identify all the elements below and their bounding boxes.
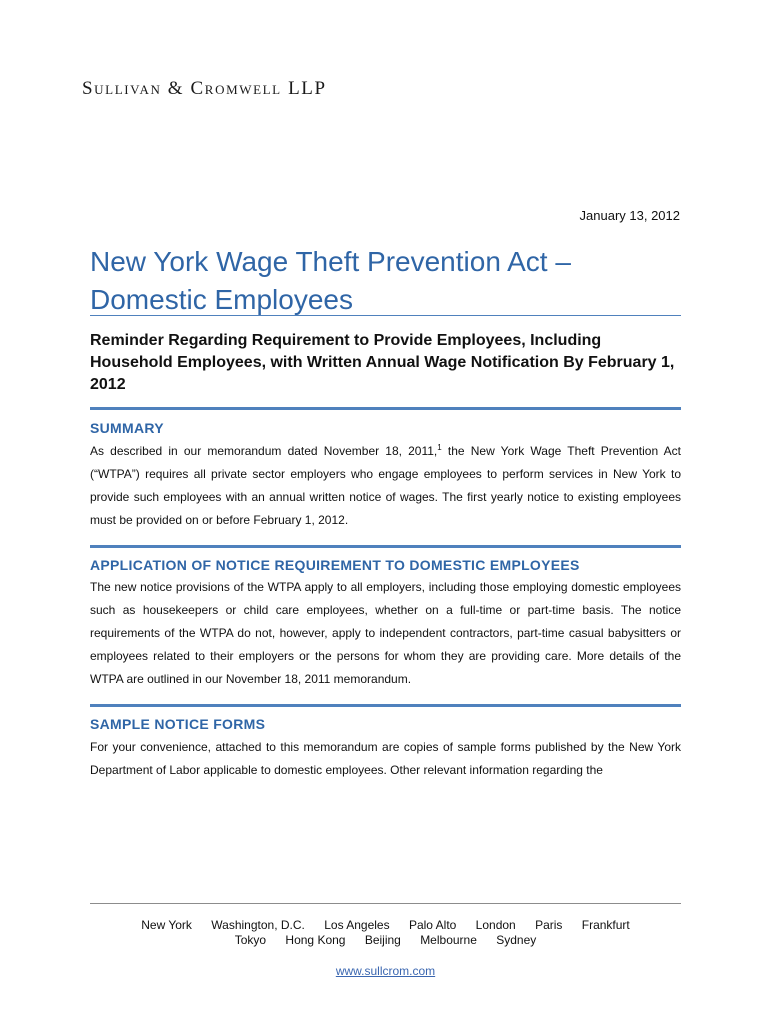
office-list-row-2 bbox=[90, 933, 681, 947]
memo-title: New York Wage Theft Prevention Act – Domestic Employees bbox=[90, 246, 571, 315]
memo-date: January 13, 2012 bbox=[579, 208, 680, 223]
section-divider bbox=[90, 407, 681, 410]
section-divider bbox=[90, 704, 681, 707]
section-sample-forms bbox=[90, 716, 681, 782]
memo-subtitle: Reminder Regarding Requirement to Provide Employees, Including Household Employees, with Written Annual Wage Notification By February 1, 2012 bbox=[90, 332, 675, 393]
office-location: Tokyo bbox=[234, 933, 267, 947]
body-text: the New York Wage Theft Prevention Act (“WTPA”) requires all private sector employers who engage employees to perform services in New York to provide such employees with an annual written notice of wages. The first yearly notice to existing employees must be provided on or before February 1, 2012. bbox=[90, 444, 681, 527]
section-heading: SUMMARY bbox=[90, 420, 164, 436]
office-location: Paris bbox=[535, 918, 563, 932]
office-location: New York bbox=[141, 918, 192, 932]
section-body: The new notice provisions of the WTPA apply to all employers, including those employing domestic employees such as housekeepers or child care employees, whether on a full-time or part-time basis. The notice requirements of the WTPA do not, however, apply to independent contractors, part-time casual babysitters or employees related to their employers or the persons for whom they are providing care. More details of the WTPA are outlined in our November 18, 2011 memorandum. bbox=[90, 580, 681, 686]
section-heading: APPLICATION OF NOTICE REQUIREMENT TO DOMESTIC EMPLOYEES bbox=[90, 557, 580, 573]
office-location: Sydney bbox=[496, 933, 537, 947]
section-heading: SAMPLE NOTICE FORMS bbox=[90, 716, 266, 732]
footnote-ref[interactable]: 1 bbox=[437, 443, 442, 452]
section-divider bbox=[90, 545, 681, 548]
office-location: Beijing bbox=[364, 933, 401, 947]
section-summary bbox=[90, 420, 681, 532]
website-link[interactable]: www.sullcrom.com bbox=[335, 964, 436, 978]
section-body: For your convenience, attached to this memorandum are copies of sample forms published by the New York Department of Labor applicable to domestic employees. Other relevant information regarding the bbox=[90, 740, 681, 777]
office-location: Frankfurt bbox=[581, 918, 630, 932]
footer-divider bbox=[90, 903, 681, 904]
section-application bbox=[90, 557, 681, 691]
office-location: Melbourne bbox=[420, 933, 477, 947]
office-location: Palo Alto bbox=[408, 918, 457, 932]
body-text: As described in our memorandum dated November 18, 2011, bbox=[90, 444, 438, 458]
office-location: Washington, D.C. bbox=[211, 918, 305, 932]
firm-logo: Sullivan & Cromwell LLP bbox=[82, 78, 327, 99]
office-location: Hong Kong bbox=[285, 933, 346, 947]
section-body bbox=[90, 440, 681, 532]
office-location: London bbox=[475, 918, 516, 932]
title-divider bbox=[90, 315, 681, 316]
office-location: Los Angeles bbox=[324, 918, 390, 932]
office-list-row-1 bbox=[90, 918, 681, 932]
